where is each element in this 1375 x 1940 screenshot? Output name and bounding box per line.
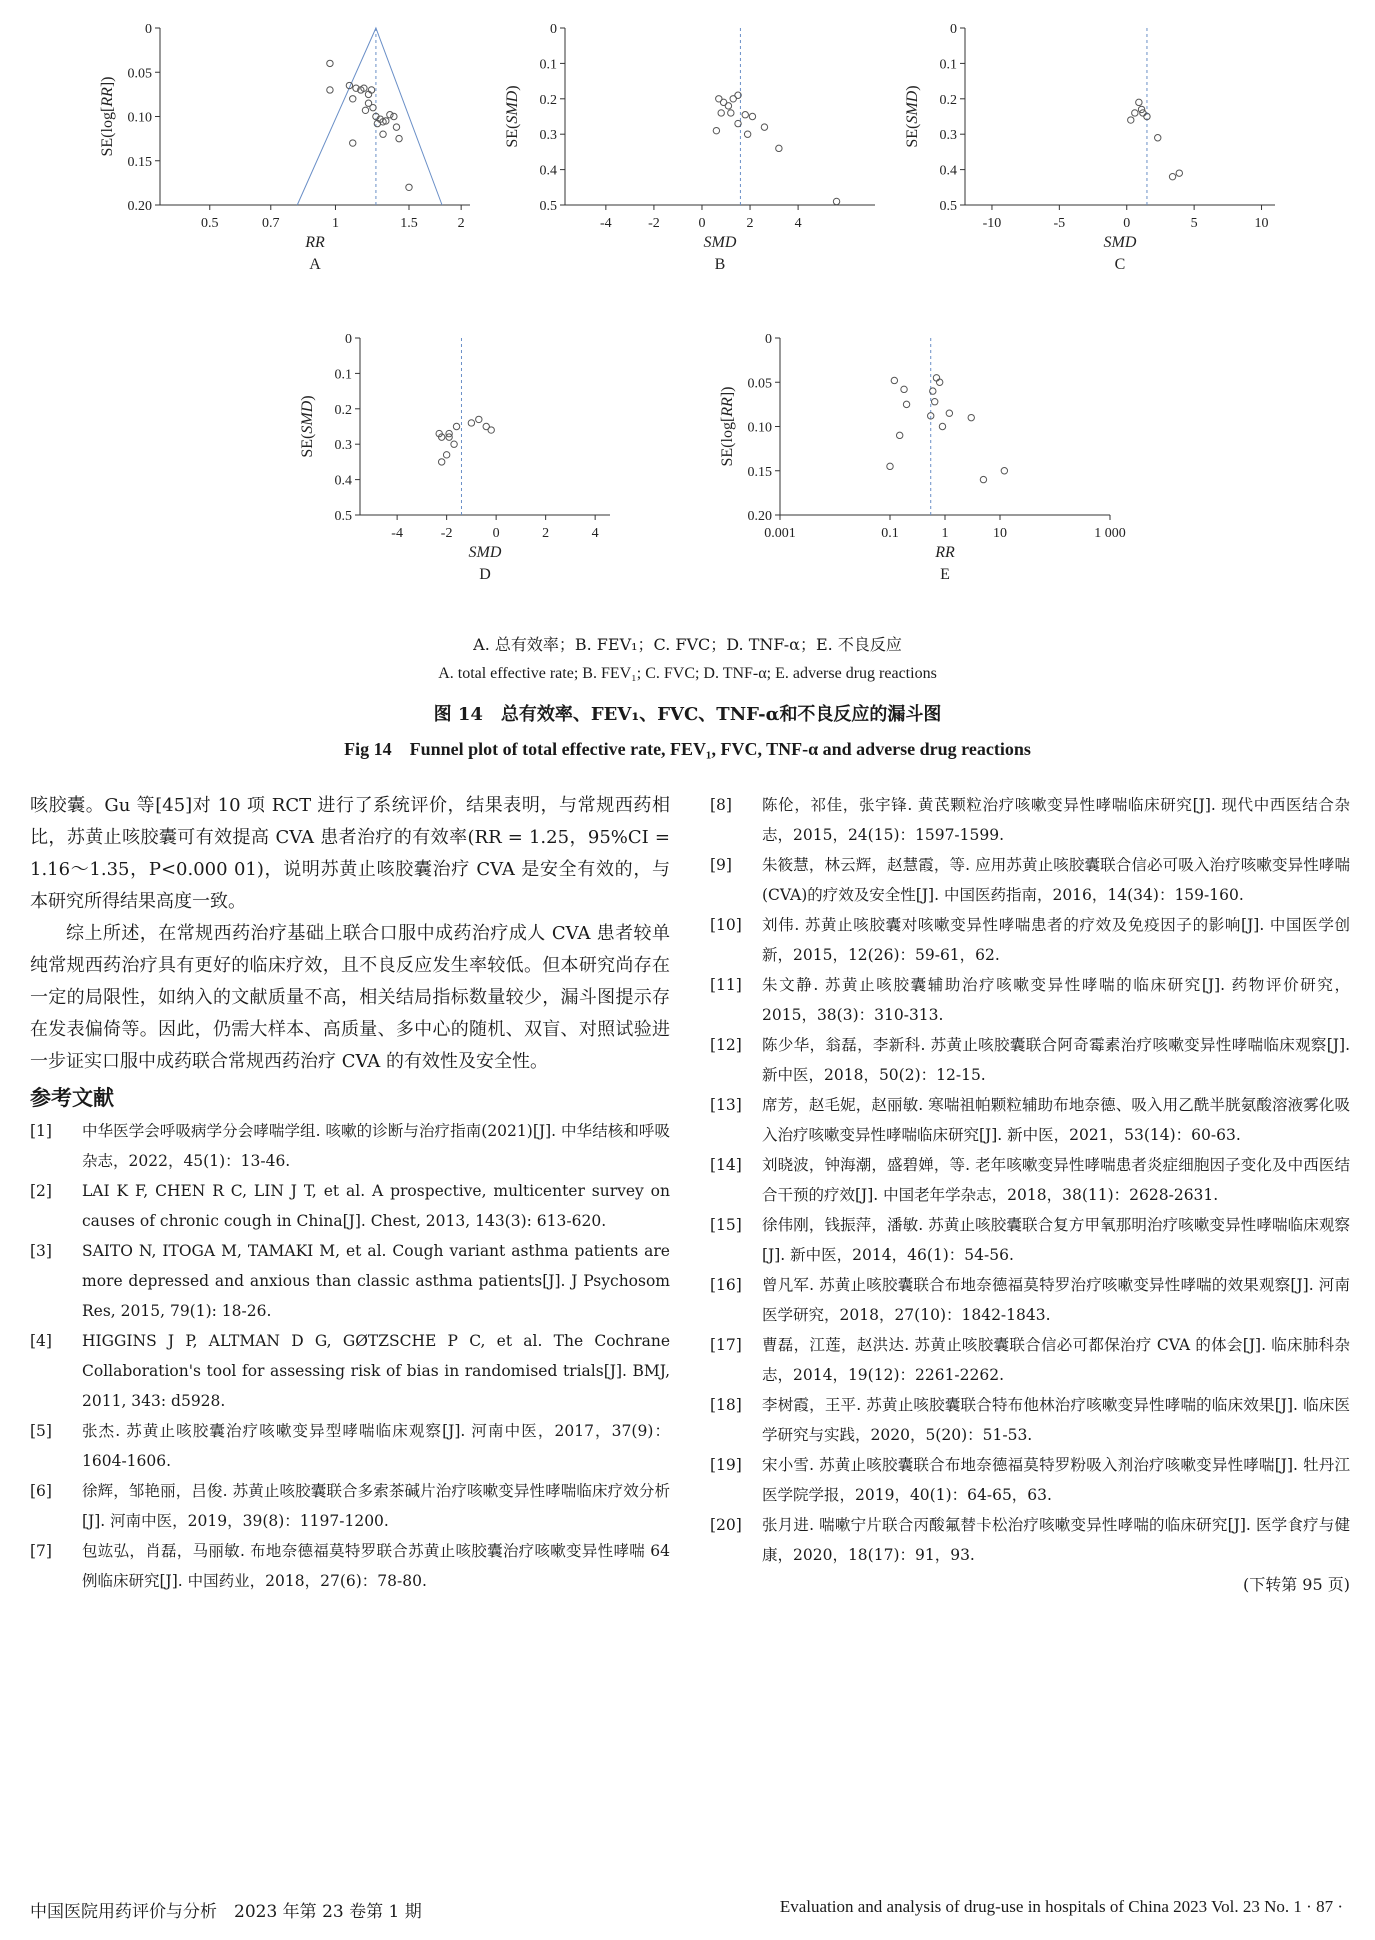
x-axis-label: SMD — [1103, 234, 1137, 251]
study-point — [362, 107, 368, 113]
x-tick-label: 0.1 — [881, 526, 899, 541]
reference-text: 徐辉，邹艳丽，吕俊. 苏黄止咳胶囊联合多索茶碱片治疗咳嗽变异性哮喘临床疗效分析[J]. 河南中医，2019，39(8)：1197-1200. — [82, 1482, 670, 1530]
reference-text: 刘晓波，钟海潮，盛碧婵，等. 老年咳嗽变异性哮喘患者炎症细胞因子变化及中西医结合干预的疗效[J]. 中国老年学杂志，2018，38(11)：2628-2631. — [762, 1156, 1350, 1204]
study-point — [903, 401, 909, 407]
study-point — [393, 124, 399, 130]
y-tick-label: 0.1 — [334, 367, 352, 383]
reference-item — [710, 1450, 1350, 1510]
y-axis-label: SE(SMD) — [904, 85, 921, 148]
funnel-plot-a — [100, 10, 480, 314]
references-heading: 参考文献 — [30, 1085, 114, 1110]
x-tick-label: 0.5 — [201, 216, 219, 231]
study-point — [438, 459, 444, 465]
funnel-plot-e — [700, 320, 1126, 624]
y-tick-label: 0.4 — [539, 163, 557, 179]
y-tick-label: 0.15 — [127, 154, 152, 170]
study-point — [896, 432, 902, 438]
x-tick-label: 1 000 — [1094, 526, 1126, 541]
footer-journal-en: Evaluation and analysis of drug-use in hospitals of China 2023 Vol. 23 No. 1 · 87 · — [779, 1897, 1343, 1916]
reference-number: [17] — [710, 1336, 742, 1354]
study-point — [443, 452, 449, 458]
funnel-plot-b-svg — [505, 10, 885, 310]
reference-number: [11] — [710, 976, 742, 994]
y-tick-label: 0 — [145, 22, 152, 37]
x-tick-label: 10 — [1254, 216, 1269, 231]
study-point — [468, 420, 474, 426]
reference-number: [15] — [710, 1216, 742, 1234]
right-column — [710, 790, 1350, 1600]
study-point — [735, 120, 741, 126]
study-point — [718, 110, 724, 116]
reference-number: [5] — [30, 1422, 52, 1440]
y-tick-label: 0.20 — [127, 199, 152, 214]
figure-legend-cn: A. 总有效率；B. FEV₁；C. FVC；D. TNF-α；E. 不良反应 — [473, 635, 902, 654]
study-point — [901, 386, 907, 392]
reference-item — [30, 1116, 670, 1176]
x-tick-label: 0 — [492, 526, 500, 541]
x-tick-label: 4 — [591, 526, 599, 541]
y-tick-label: 0.2 — [539, 92, 557, 108]
figure-legend-en: A. total effective rate; B. FEV₁; C. FVC; D. TNF-α; E. adverse drug reactions — [438, 665, 937, 682]
reference-number: [9] — [710, 856, 732, 874]
y-tick-label: 0.1 — [539, 57, 557, 73]
reference-number: [3] — [30, 1242, 52, 1260]
study-point — [725, 103, 731, 109]
study-point — [968, 414, 974, 420]
x-axis-label: RR — [305, 234, 325, 251]
x-tick-label: -2 — [440, 526, 453, 541]
reference-text: 席芳，赵毛妮，赵丽敏. 寒喘祖帕颗粒辅助布地奈德、吸入用乙酰半胱氨酸溶液雾化吸入治疗咳嗽变异性哮喘临床研究[J]. 新中医，2021，53(14)：60-63. — [762, 1096, 1350, 1144]
panel-letter: B — [714, 256, 726, 273]
reference-number: [8] — [710, 796, 732, 814]
study-point — [391, 113, 397, 119]
x-tick-label: 2 — [746, 216, 754, 231]
reference-item — [710, 790, 1350, 850]
x-tick-label: 4 — [794, 216, 802, 231]
funnel-plot-e-svg — [700, 320, 1126, 620]
reference-item — [710, 850, 1350, 910]
y-tick-label: 0.15 — [747, 464, 772, 480]
study-point — [891, 377, 897, 383]
study-point — [1001, 468, 1007, 474]
study-point — [1155, 135, 1161, 141]
x-tick-label: 0 — [698, 216, 706, 231]
x-axis-label: SMD — [468, 544, 502, 561]
reference-number: [14] — [710, 1156, 742, 1174]
reference-number: [12] — [710, 1036, 742, 1054]
y-tick-label: 0.3 — [334, 438, 352, 454]
y-tick-label: 0 — [950, 22, 957, 37]
study-point — [365, 91, 371, 97]
reference-number: [7] — [30, 1542, 52, 1560]
x-tick-label: 0 — [1123, 216, 1131, 231]
study-point — [932, 399, 938, 405]
funnel-plot-d — [300, 320, 620, 624]
y-tick-label: 0.3 — [939, 128, 957, 144]
study-point — [776, 145, 782, 151]
study-point — [1132, 110, 1138, 116]
left-column — [30, 790, 670, 1596]
study-point — [761, 124, 767, 130]
reference-text: 陈少华，翁磊，李新科. 苏黄止咳胶囊联合阿奇霉素治疗咳嗽变异性哮喘临床观察[J]. 新中医，2018，50(2)：12-15. — [762, 1036, 1350, 1084]
reference-item — [710, 1090, 1350, 1150]
y-tick-label: 0 — [550, 22, 557, 37]
study-point — [939, 423, 945, 429]
reference-text: 中华医学会呼吸病学分会哮喘学组. 咳嗽的诊断与治疗指南(2021)[J]. 中华结核和呼吸杂志，2022，45(1)：13-46. — [82, 1122, 670, 1170]
funnel-plot-c — [905, 10, 1285, 314]
study-point — [396, 135, 402, 141]
study-point — [327, 87, 333, 93]
reference-item — [710, 1330, 1350, 1390]
reference-text: 刘伟. 苏黄止咳胶囊对咳嗽变异性哮喘患者的疗效及免疫因子的影响[J]. 中国医学创新，2015，12(26)：59-61，62. — [762, 916, 1350, 964]
x-tick-label: 2 — [542, 526, 550, 541]
x-tick-label: 0.001 — [764, 526, 796, 541]
reference-text: 曹磊，江莲，赵洪达. 苏黄止咳胶囊联合信必可都保治疗 CVA 的体会[J]. 临床肺科杂志，2014，19(12)：2261-2262. — [762, 1336, 1350, 1384]
reference-number: [10] — [710, 916, 742, 934]
study-point — [980, 476, 986, 482]
reference-item — [30, 1176, 670, 1236]
footer-journal-cn: 中国医院用药评价与分析 2023 年第 23 卷第 1 期 — [30, 1902, 422, 1922]
study-point — [1169, 173, 1175, 179]
reference-list-left — [30, 1116, 670, 1596]
reference-text: HIGGINS J P, ALTMAN D G, GØTZSCHE P C, et al. The Cochrane Collaboration's tool for assessing risk of bias in randomised trials[J]. BMJ, 2011, 343: d5928. — [82, 1332, 670, 1410]
y-tick-label: 0.05 — [127, 66, 152, 82]
reference-item — [30, 1326, 670, 1416]
study-point — [327, 60, 333, 66]
funnel-plot-a-svg — [100, 10, 480, 310]
reference-item — [30, 1476, 670, 1536]
y-axis-label: SE(SMD) — [299, 395, 316, 458]
x-tick-label: -2 — [648, 216, 660, 231]
reference-number: [2] — [30, 1182, 52, 1200]
reference-number: [19] — [710, 1456, 742, 1474]
reference-number: [4] — [30, 1332, 52, 1350]
y-tick-label: 0 — [765, 332, 772, 347]
y-tick-label: 0.05 — [747, 376, 772, 392]
reference-number: [20] — [710, 1516, 742, 1534]
reference-text: SAITO N, ITOGA M, TAMAKI M, et al. Cough variant asthma patients are more depressed and anxious than classic asthma patients[J]. J Psychosom Res, 2015, 79(1): 18-26. — [82, 1242, 670, 1320]
panel-letter: A — [309, 256, 321, 273]
study-point — [744, 131, 750, 137]
y-tick-label: 0.4 — [939, 163, 957, 179]
x-tick-label: 1 — [331, 216, 339, 231]
y-tick-label: 0.5 — [334, 509, 352, 524]
reference-item — [710, 1210, 1350, 1270]
y-tick-label: 0 — [345, 332, 352, 347]
study-point — [887, 463, 893, 469]
y-tick-label: 0.2 — [334, 402, 352, 418]
study-point — [1136, 99, 1142, 105]
reference-text: 朱文静. 苏黄止咳胶囊辅助治疗咳嗽变异性哮喘的临床研究[J]. 药物评价研究，2015，38(3)：310-313. — [762, 976, 1350, 1024]
reference-text: 包竑弘，肖磊，马丽敏. 布地奈德福莫特罗联合苏黄止咳胶囊治疗咳嗽变异性哮喘 64 例临床研究[J]. 中国药业，2018，27(6)：78-80. — [82, 1542, 670, 1590]
y-axis-label: SE(log[RR]) — [99, 76, 116, 157]
x-tick-label: -4 — [391, 526, 403, 541]
funnel-plot-d-svg — [300, 320, 620, 620]
body-paragraph-2: 综上所述，在常规西药治疗基础上联合口服中成药治疗成人 CVA 患者较单纯常规西药治疗具有更好的临床疗效，且不良反应发生率较低。但本研究尚存在一定的局限性，如纳入的文献质量不高，相关结局指标数量较少，漏斗图提示存在发表偏倚等。因此，仍需大样本、高质量、多中心的随机、双盲、对照试验进一步证实口服中成药联合常规西药治疗 CVA 的有效性及安全性。 — [30, 923, 670, 1072]
study-point — [749, 113, 755, 119]
y-tick-label: 0.4 — [334, 473, 352, 489]
study-point — [936, 379, 942, 385]
study-point — [380, 131, 386, 137]
study-point — [350, 96, 356, 102]
x-tick-label: 1 — [941, 526, 949, 541]
study-point — [930, 388, 936, 394]
reference-text: 陈伦，祁佳，张宇锋. 黄芪颗粒治疗咳嗽变异性哮喘临床研究[J]. 现代中西医结合杂志，2015，24(15)：1597-1599. — [762, 796, 1350, 844]
reference-text: 徐伟刚，钱振萍，潘敏. 苏黄止咳胶囊联合复方甲氧那明治疗咳嗽变异性哮喘临床观察[J]. 新中医，2014，46(1)：54-56. — [762, 1216, 1350, 1264]
funnel-limit-lines — [297, 28, 442, 205]
reference-item — [30, 1416, 670, 1476]
study-point — [488, 427, 494, 433]
panel-letter: C — [1114, 256, 1126, 273]
funnel-plot-c-svg — [905, 10, 1285, 310]
x-axis-label: RR — [935, 544, 955, 561]
study-point — [370, 104, 376, 110]
study-point — [350, 140, 356, 146]
x-tick-label: 10 — [993, 526, 1007, 541]
y-axis-label: SE(log[RR]) — [719, 386, 736, 467]
study-point — [368, 87, 374, 93]
study-point — [1176, 170, 1182, 176]
study-point — [728, 110, 734, 116]
reference-text: 宋小雪. 苏黄止咳胶囊联合布地奈德福莫特罗粉吸入剂治疗咳嗽变异性哮喘[J]. 牡丹江医学院学报，2019，40(1)：64-65，63. — [762, 1456, 1350, 1504]
reference-item — [710, 1030, 1350, 1090]
y-axis-label: SE(SMD) — [504, 85, 521, 148]
y-tick-label: 0.3 — [539, 128, 557, 144]
figure-title-en: Fig 14 Funnel plot of total effective rate, FEV₁, FVC, TNF-α and adverse drug reactions — [344, 739, 1031, 759]
reference-item — [710, 910, 1350, 970]
figure-title-cn: 图 14 总有效率、FEV₁、FVC、TNF-α和不良反应的漏斗图 — [433, 704, 942, 725]
continued-note: (下转第 95 页) — [1242, 1575, 1350, 1594]
study-point — [476, 416, 482, 422]
reference-item — [710, 1510, 1350, 1570]
x-tick-label: -10 — [982, 216, 1002, 231]
reference-item — [710, 1390, 1350, 1450]
reference-number: [1] — [30, 1122, 52, 1140]
y-tick-label: 0.1 — [939, 57, 957, 73]
x-tick-label: 5 — [1190, 216, 1198, 231]
x-tick-label: -5 — [1053, 216, 1066, 231]
reference-list-right — [710, 790, 1350, 1570]
reference-text: 李树霞，王平. 苏黄止咳胶囊联合特布他林治疗咳嗽变异性哮喘的临床效果[J]. 临床医学研究与实践，2020，5(20)：51-53. — [762, 1396, 1350, 1444]
reference-item — [30, 1536, 670, 1596]
panel-letter: D — [479, 566, 491, 583]
reference-text: 张杰. 苏黄止咳胶囊治疗咳嗽变异型哮喘临床观察[J]. 河南中医，2017，37(9)：1604-1606. — [82, 1422, 670, 1470]
reference-item — [710, 1150, 1350, 1210]
reference-text: 张月进. 喘嗽宁片联合丙酸氟替卡松治疗咳嗽变异性哮喘的临床研究[J]. 医学食疗与健康，2020，18(17)：91，93. — [762, 1516, 1350, 1564]
funnel-plot-b — [505, 10, 885, 314]
x-tick-label: 2 — [457, 216, 465, 231]
x-tick-label: 1.5 — [400, 216, 418, 231]
reference-number: [13] — [710, 1096, 742, 1114]
study-point — [451, 441, 457, 447]
reference-item — [30, 1236, 670, 1326]
y-tick-label: 0.10 — [127, 110, 152, 126]
study-point — [406, 184, 412, 190]
reference-text: LAI K F, CHEN R C, LIN J T, et al. A prospective, multicenter survey on causes of chronic cough in China[J]. Chest, 2013, 143(3): 613-620. — [82, 1182, 670, 1230]
study-point — [833, 198, 839, 204]
study-point — [453, 423, 459, 429]
y-tick-label: 0.5 — [539, 199, 557, 214]
reference-text: 曾凡军. 苏黄止咳胶囊联合布地奈德福莫特罗治疗咳嗽变异性哮喘的效果观察[J]. 河南医学研究，2018，27(10)：1842-1843. — [762, 1276, 1350, 1324]
x-tick-label: 0.7 — [262, 216, 280, 231]
reference-number: [18] — [710, 1396, 742, 1414]
panel-letter: E — [940, 566, 950, 583]
x-tick-label: -4 — [600, 216, 612, 231]
y-tick-label: 0.2 — [939, 92, 957, 108]
y-tick-label: 0.10 — [747, 420, 772, 436]
reference-number: [16] — [710, 1276, 742, 1294]
reference-item — [710, 970, 1350, 1030]
study-point — [933, 375, 939, 381]
study-point — [742, 112, 748, 118]
body-paragraph-1: 咳胶囊。Gu 等[45]对 10 项 RCT 进行了系统评价，结果表明，与常规西药相比，苏黄止咳胶囊可有效提高 CVA 患者治疗的有效率(RR = 1.25，95%CI = 1.16～1.35，P<0.000 01)，说明苏黄止咳胶囊治疗 CVA 是安全有效的，与本研究所得结果高度一致。 — [30, 795, 670, 912]
x-axis-label: SMD — [703, 234, 737, 251]
study-point — [387, 112, 393, 118]
study-point — [946, 410, 952, 416]
study-point — [1128, 117, 1134, 123]
reference-item — [710, 1270, 1350, 1330]
reference-text: 朱筱慧，林云辉，赵慧霞，等. 应用苏黄止咳胶囊联合信必可吸入治疗咳嗽变异性哮喘(CVA)的疗效及安全性[J]. 中国医药指南，2016，14(34)：159-160. — [762, 856, 1350, 904]
reference-number: [6] — [30, 1482, 52, 1500]
study-point — [713, 127, 719, 133]
y-tick-label: 0.5 — [939, 199, 957, 214]
y-tick-label: 0.20 — [747, 509, 772, 524]
